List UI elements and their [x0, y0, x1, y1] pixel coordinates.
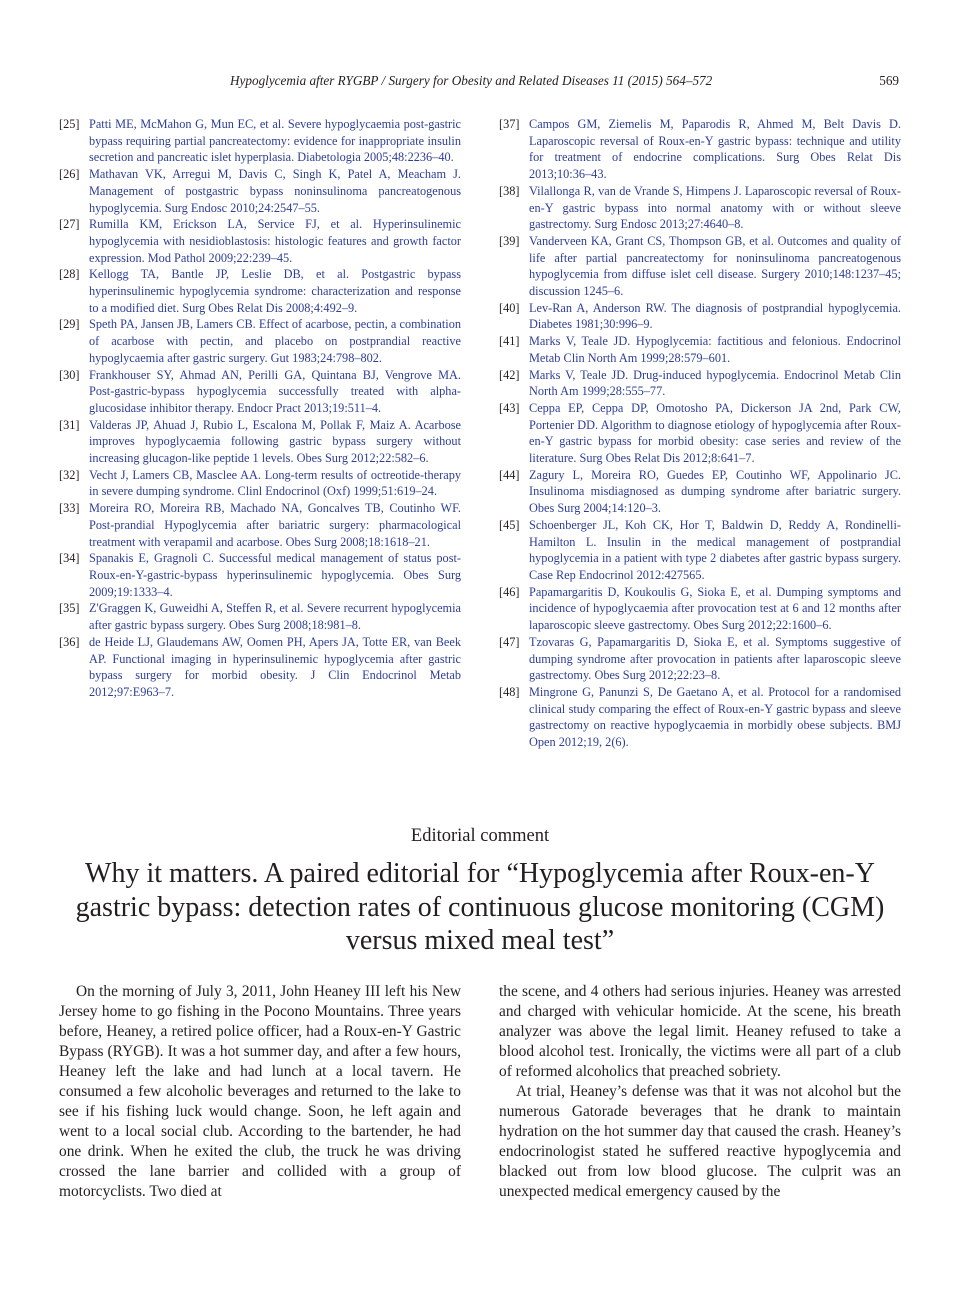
reference-item — [499, 233, 901, 300]
reference-number: [34] — [59, 551, 80, 566]
reference-number: [25] — [59, 117, 80, 131]
reference-number: [37] — [499, 117, 520, 131]
reference-item — [499, 684, 901, 751]
reference-number: [31] — [59, 417, 80, 432]
reference-link[interactable]: Z'Graggen K, Guweidhi A, Steffen R, et al. Severe recurrent hypoglycemia after gastric bypass surgery. Obes Surg 2008;18:981–8. — [89, 601, 461, 633]
reference-item — [59, 634, 461, 701]
reference-number: [38] — [499, 183, 520, 198]
reference-link[interactable]: Vecht J, Lamers CB, Masclee AA. Long-term results of octreotide-therapy in severe dumping syndrome. Clinl Endocrinol (Oxf) 1999;51:619–24. — [89, 467, 461, 499]
reference-item — [499, 634, 901, 684]
reference-number: [45] — [499, 517, 520, 532]
reference-item — [499, 116, 901, 183]
reference-number: [26] — [59, 167, 80, 182]
reference-number: [46] — [499, 584, 520, 599]
reference-item — [499, 333, 901, 366]
running-header — [0, 73, 960, 93]
reference-item — [499, 517, 901, 584]
reference-item — [59, 266, 461, 316]
reference-number: [35] — [59, 601, 80, 616]
reference-number: [27] — [59, 217, 80, 232]
reference-number: [39] — [499, 233, 520, 248]
reference-item — [499, 400, 901, 467]
journal-running-title: Hypoglycemia after RYGBP / Surgery for Obesity and Related Diseases 11 (2015) 564–572 — [230, 73, 713, 88]
reference-number: [32] — [59, 467, 80, 482]
body-paragraph: On the morning of July 3, 2011, John Heaney III left his New Jersey home to go fishing in the Pocono Mountains. Three years before, Heaney, a retired police officer, had a Roux-en-Y Gastric Bypass (RYGB). It was a hot summer day, and after a few hours, Heaney left the lake and had lunch at a local tavern. He consumed a few alcoholic beverages and returned to the lake to see if his fishing luck would change. Soon, he left again and went to a local social club. According to the bartender, he had one drink. When he exited the club, the truck he was driving crossed the lane barrier and collided with a group of motorcyclists. Two died at — [59, 983, 461, 1200]
reference-item — [59, 367, 461, 417]
reference-list-left — [59, 116, 461, 701]
reference-link[interactable]: Frankhouser SY, Ahmad AN, Perilli GA, Quintana BJ, Vengrove MA. Post-gastric-bypass hypoglycemia successfully treated with alpha-glucosidase inhibitor therapy. Endocr Pract 2013;19:511–4. — [89, 367, 461, 415]
reference-link[interactable]: Moreira RO, Moreira RB, Machado NA, Goncalves TB, Coutinho WF. Post-prandial Hypoglycemia after bariatric surgery: pharmacological treatment with verapamil and acarbose. Obes Surg 2008;18:1618–21. — [89, 501, 461, 549]
reference-link[interactable]: Rumilla KM, Erickson LA, Service FJ, et al. Hyperinsulinemic hypoglycemia with nesidioblastosis: histologic features and growth factor expression. Mod Pathol 2009;22:239–45. — [89, 217, 461, 265]
reference-number: [29] — [59, 317, 80, 332]
editorial-title: Why it matters. A paired editorial for “Hypoglycemia after Roux-en-Y gastric bypass: detection rates of continuous glucose monitoring (CGM) versus mixed meal test” — [75, 858, 885, 956]
body-column-right — [499, 982, 901, 1202]
reference-item — [499, 584, 901, 634]
body-paragraph-continuation: the scene, and 4 others had serious injuries. Heaney was arrested and charged with vehicular homicide. At the scene, his breath analyzer was above the legal limit. Heaney refused to take a blood alcohol test. Ironically, the victims were all part of a club of reformed alcoholics that preached sobriety. — [499, 983, 901, 1080]
body-column-left — [59, 982, 461, 1202]
reference-link[interactable]: Mingrone G, Panunzi S, De Gaetano A, et al. Protocol for a randomised clinical study comparing the effect of Roux-en-Y gastric bypass and sleeve gastrectomy on reactive hypoglycaemia in morbidly obese subjects. BMJ Open 2012;19, 2(6). — [529, 684, 901, 750]
body-paragraph: At trial, Heaney’s defense was that it was not alcohol but the numerous Gatorade beverages that he drank to maintain hydration on the hot summer day that caused the crash. Heaney’s endocrinologist stated he suffered reactive hypoglycemia and blacked out from low blood glucose. The culprit was an unexpected medical emergency caused by the — [499, 1083, 901, 1200]
reference-number: [48] — [499, 684, 520, 699]
reference-number: [36] — [59, 634, 80, 649]
reference-item — [499, 367, 901, 400]
reference-link[interactable]: Campos GM, Ziemelis M, Paparodis R, Ahmed M, Belt Davis D. Laparoscopic reversal of Roux-en-Y gastric bypass: technique and utility for treatment of endocrine complications. Surg Obes Relat Dis 2013;10:36–43. — [529, 117, 901, 182]
reference-item — [59, 417, 461, 467]
reference-number: [47] — [499, 634, 520, 649]
reference-list-right — [499, 116, 901, 751]
reference-number: [43] — [499, 400, 520, 415]
reference-number: [42] — [499, 367, 520, 382]
reference-link[interactable]: Papamargaritis D, Koukoulis G, Sioka E, et al. Dumping symptoms and incidence of hypoglycaemia after provocation test at 6 and 12 months after laparoscopic sleeve gastrectomy. Obes Surg 2012;22:1600–6. — [529, 584, 901, 633]
reference-link[interactable]: Zagury L, Moreira RO, Guedes EP, Coutinho WF, Appolinario JC. Insulinoma misdiagnosed as dumping syndrome after bariatric surgery. Obes Surg 2004;14:120–3. — [529, 467, 901, 516]
section-label: Editorial comment — [410, 826, 550, 846]
reference-link[interactable]: Speth PA, Jansen JB, Lamers CB. Effect of acarbose, pectin, a combination of acarbose with pectin, and placebo on postprandial reactive hypoglycaemia after gastric surgery. Gut 1983;24:798–802. — [89, 317, 461, 365]
reference-item — [499, 183, 901, 233]
reference-item — [59, 316, 461, 366]
reference-item — [59, 467, 461, 500]
reference-link[interactable]: Mathavan VK, Arregui M, Davis C, Singh K, Patel A, Meacham J. Management of postgastric bypass noninsulinoma pancreatogenous hypoglycemia. Surg Endosc 2010;24:2547–55. — [89, 167, 461, 215]
reference-link[interactable]: Patti ME, McMahon G, Mun EC, et al. Severe hypoglycaemia post-gastric bypass requiring partial pancreatectomy: evidence for inappropriate insulin secretion and pancreatic islet hyperplasia. Diabetologia 2005;48:2236–40. — [89, 117, 461, 165]
reference-item — [59, 116, 461, 166]
reference-number: [28] — [59, 267, 80, 282]
reference-link[interactable]: de Heide LJ, Glaudemans AW, Oomen PH, Apers JA, Totte ER, van Beek AP. Functional imaging in hyperinsulinemic hypoglycemia after gastric bypass surgery for morbid obesity. J Clin Endocrinol Metab 2012;97:E963–7. — [89, 634, 461, 699]
reference-link[interactable]: Vanderveen KA, Grant CS, Thompson GB, et al. Outcomes and quality of life after partial pancreatectomy for noninsulinoma pancreatogenous hypoglycemia from diffuse islet cell disease. Surgery 2010;148:1237–45; discussion 1245–6. — [529, 233, 901, 299]
reference-link[interactable]: Lev-Ran A, Anderson RW. The diagnosis of postprandial hypoglycemia. Diabetes 1981;30:996–9. — [529, 300, 901, 332]
reference-link[interactable]: Spanakis E, Gragnoli C. Successful medical management of status post-Roux-en-Y-gastric-bypass hyperinsulinemic hypoglycemia. Obes Surg 2009;19:1333–4. — [89, 551, 461, 599]
reference-item — [59, 550, 461, 600]
reference-item — [59, 216, 461, 266]
reference-link[interactable]: Ceppa EP, Ceppa DP, Omotosho PA, Dickerson JA 2nd, Park CW, Portenier DD. Algorithm to diagnose etiology of hypoglycemia after Roux-en-Y gastric bypass for morbid obesity: case series and review of the literature. Surg Obes Relat Dis 2012;8:641–7. — [529, 400, 901, 466]
reference-item — [499, 300, 901, 333]
page-number: 569 — [879, 73, 899, 88]
reference-number: [41] — [499, 334, 520, 349]
reference-link[interactable]: Kellogg TA, Bantle JP, Leslie DB, et al. Postgastric bypass hyperinsulinemic hypoglycemia syndrome: characterization and response to a modified diet. Surg Obes Relat Dis 2008;4:492–9. — [89, 267, 461, 315]
reference-link[interactable]: Marks V, Teale JD. Drug-induced hypoglycemia. Endocrinol Metab Clin North Am 1999;28:555–77. — [529, 367, 901, 399]
reference-link[interactable]: Vilallonga R, van de Vrande S, Himpens J. Laparoscopic reversal of Roux-en-Y gastric bypass into normal anatomy with or without sleeve gastrectomy. Surg Endosc 2013;27:4640–8. — [529, 183, 901, 232]
reference-number: [33] — [59, 501, 80, 516]
reference-link[interactable]: Valderas JP, Ahuad J, Rubio L, Escalona M, Pollak F, Maiz A. Acarbose improves hypoglycaemia following gastric bypass surgery without increasing glucagon-like peptide 1 levels. Obes Surg 2012;22:582–6. — [89, 417, 461, 466]
reference-number: [44] — [499, 467, 520, 482]
reference-item — [59, 166, 461, 216]
reference-item — [499, 467, 901, 517]
reference-number: [30] — [59, 367, 80, 382]
reference-link[interactable]: Tzovaras G, Papamargaritis D, Sioka E, et al. Symptoms suggestive of dumping syndrome after provocation in patients after laparoscopic sleeve gastrectomy. Obes Surg 2012;22:23–8. — [529, 634, 901, 683]
reference-number: [40] — [499, 300, 520, 315]
reference-item — [59, 600, 461, 633]
reference-item — [59, 500, 461, 550]
reference-link[interactable]: Schoenberger JL, Koh CK, Hor T, Baldwin D, Reddy A, Rondinelli-Hamilton L. Insulin in the medical management of postprandial hypoglycemia in a patient with type 2 diabetes after gastric bypass surgery. Case Rep Endocrinol 2012:427565. — [529, 517, 901, 582]
reference-link[interactable]: Marks V, Teale JD. Hypoglycemia: factitious and felonious. Endocrinol Metab Clin North Am 1999;28:579–601. — [529, 334, 901, 365]
